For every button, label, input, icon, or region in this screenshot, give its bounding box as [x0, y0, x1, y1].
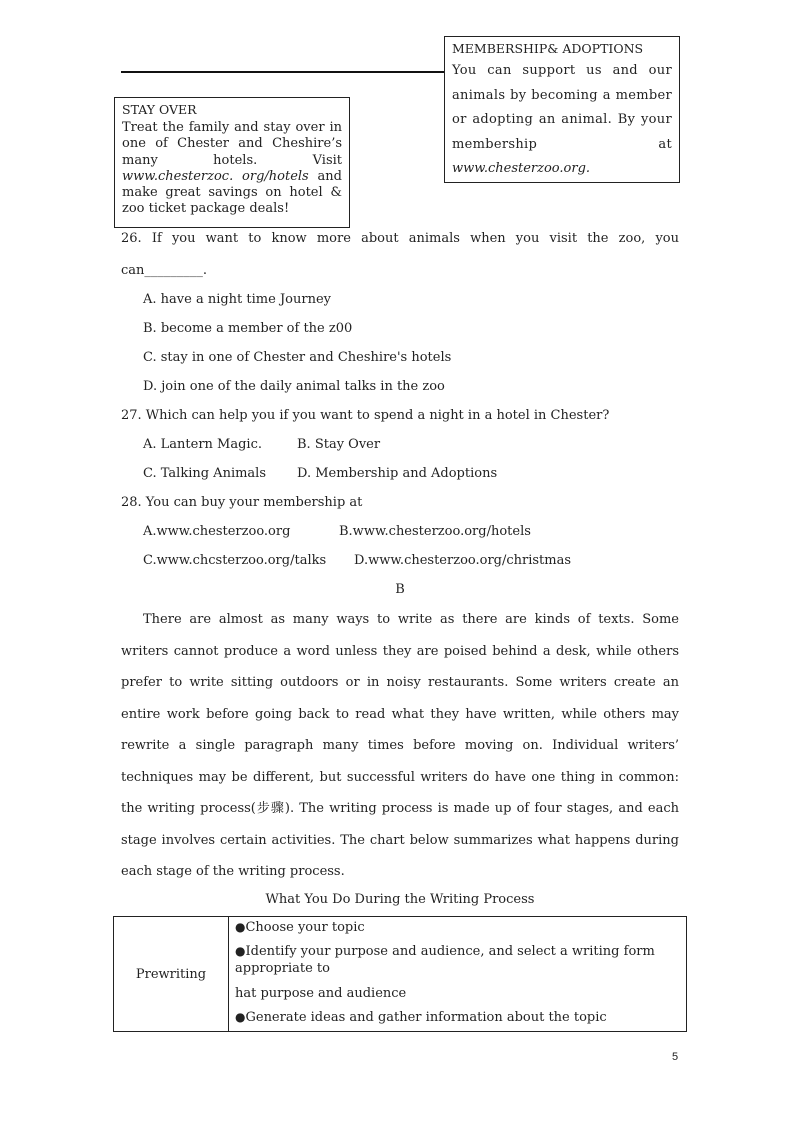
list-item [235, 1009, 680, 1026]
question-27-stem: 27. Which can help you if you want to spend a night in a hotel in Chester? [121, 408, 610, 423]
bullet-icon: ● [235, 1010, 246, 1024]
question-28-option-a: A.www.chesterzoo.org [143, 524, 291, 539]
section-b-paragraph: There are almost as many ways to write as there are kinds of texts. Some writers cannot produce a word unless they are poised behind a desk, while others prefer to write sitting outdoors or in noisy restaurants. Some writers create an entire work before going back to read what they have written, while others may rewrite a single paragraph many times before moving on. Individual writers’ techniques may be different, but successful writers do have one thing in common: the writing process(步骤). The writing process is made up of four stages, and each stage involves certain activities. The chart below summarizes what happens during each stage of the writing process. [121, 612, 679, 879]
question-27-option-c: C. Talking Animals [143, 466, 267, 481]
bullet-icon: ● [235, 920, 246, 934]
question-27-option-a: A. Lantern Magic. [143, 437, 262, 452]
list-item [235, 943, 680, 977]
section-b-passage [121, 604, 679, 888]
question-28-option-c: C.www.chcsterzoo.org/talks [143, 553, 327, 568]
stay-box-text-start: Treat the family and stay over in one of Chester and Cheshire’s many hotels. Visit [122, 120, 342, 168]
question-26-option-b: B. become a member of the z00 [143, 321, 353, 336]
stay-over-box [114, 97, 350, 228]
question-26-line1: 26. If you want to know more about animals when you visit the zoo, you [121, 231, 679, 246]
stay-box-body [122, 120, 342, 218]
question-26-line2: can_________. [121, 263, 208, 278]
question-28-option-d: D.www.chesterzoo.org/christmas [354, 553, 572, 568]
membership-box-url: www.chesterzoo.org. [452, 161, 591, 176]
question-28-stem: 28. You can buy your membership at [121, 495, 363, 510]
stay-box-title: STAY OVER [122, 102, 197, 117]
activity-text: Choose your topic [245, 920, 365, 935]
writing-process-table [113, 916, 687, 1032]
section-b-heading: B [395, 582, 405, 597]
list-item [235, 985, 680, 1002]
membership-box-title: MEMBERSHIP& ADOPTIONS [452, 41, 644, 56]
question-27-option-b: B. Stay Over [297, 437, 381, 452]
stage-activities [229, 917, 687, 1032]
question-26-option-c: C. stay in one of Chester and Cheshire's hotels [143, 350, 452, 365]
chart-title: What You Do During the Writing Process [265, 892, 535, 907]
question-27-option-d: D. Membership and Adoptions [297, 466, 498, 481]
activity-text: hat purpose and audience [235, 986, 407, 1001]
stage-prewriting: Prewriting [114, 917, 229, 1032]
membership-box-body: You can support us and our animals by becoming a member or adopting an animal. By your membership at [452, 63, 672, 152]
question-28-option-b: B.www.chesterzoo.org/hotels [339, 524, 531, 539]
table-row [114, 917, 687, 1032]
membership-adoptions-box [444, 36, 680, 183]
bullet-icon: ● [235, 944, 246, 958]
stay-box-url: www.chesterzoc. org/hotels [122, 168, 309, 184]
question-26-option-a: A. have a night time Journey [143, 292, 331, 307]
page-number: 5 [672, 1051, 679, 1063]
list-item [235, 919, 680, 936]
activity-text: Identify your purpose and audience, and select a writing form appropriate to [235, 944, 655, 976]
activity-text: Generate ideas and gather information about the topic [245, 1010, 607, 1025]
stay-box-text-end: and make great savings on hotel & zoo ticket package deals! [122, 168, 342, 217]
question-26-option-d: D. join one of the daily animal talks in the zoo [143, 379, 445, 394]
